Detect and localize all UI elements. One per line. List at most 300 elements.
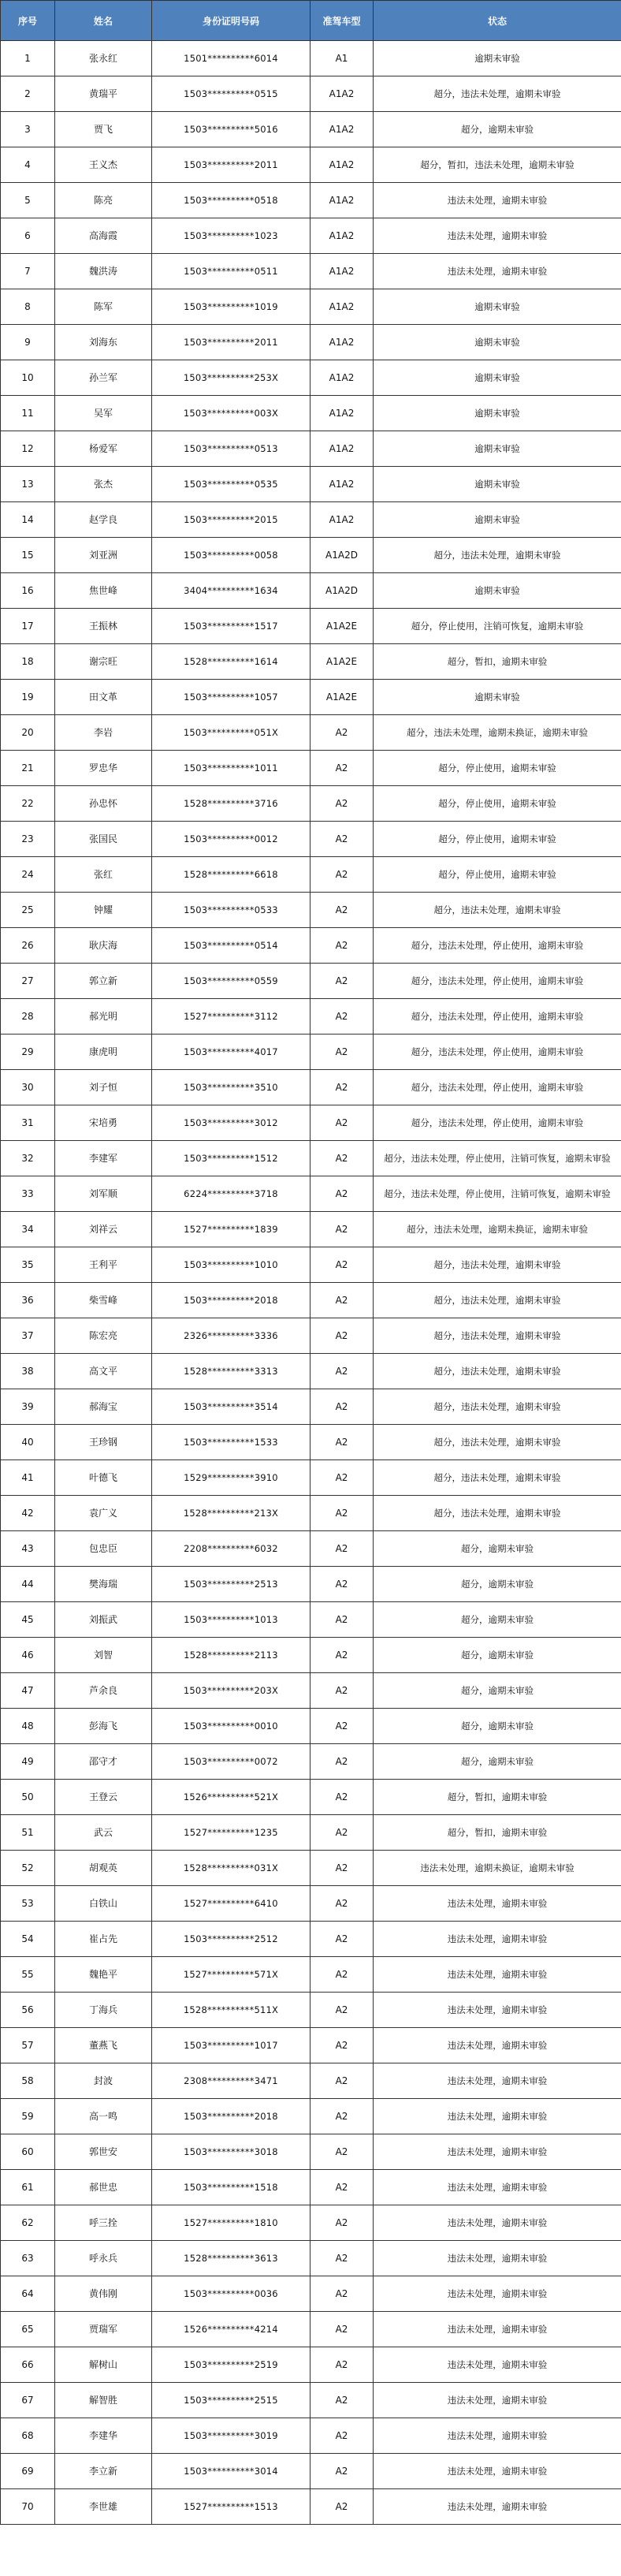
cell-name: 黄瑞平 [55,76,152,112]
cell-license-type: A1A2 [310,147,374,183]
cell-status: 违法未处理，逾期未审验 [374,2028,621,2063]
cell-name: 刘智 [55,1638,152,1673]
cell-license-type: A2 [310,999,374,1035]
table-row [1,1354,621,1389]
cell-id-number: 1528**********213X [152,1496,310,1531]
table-row [1,147,621,183]
cell-status: 违法未处理，逾期未审验 [374,2099,621,2134]
cell-status: 超分，暂扣，逾期未审验 [374,644,621,680]
cell-status: 违法未处理，逾期未审验 [374,2312,621,2347]
cell-seq: 53 [1,1886,55,1922]
cell-license-type: A1A2 [310,254,374,289]
table-row [1,2347,621,2383]
cell-seq: 14 [1,502,55,538]
cell-seq: 12 [1,431,55,467]
table-row [1,928,621,964]
cell-id-number: 1503**********3014 [152,2454,310,2489]
table-row [1,1744,621,1780]
cell-name: 耿庆海 [55,928,152,964]
cell-id-number: 2308**********3471 [152,2063,310,2099]
cell-license-type: A1A2D [310,538,374,573]
cell-license-type: A2 [310,2170,374,2205]
table-row [1,1531,621,1567]
cell-id-number: 1527**********1235 [152,1815,310,1851]
cell-seq: 61 [1,2170,55,2205]
table-row [1,680,621,715]
table-row [1,822,621,857]
cell-seq: 9 [1,325,55,360]
cell-name: 赵学良 [55,502,152,538]
cell-status: 逾期未审验 [374,41,621,76]
table-row [1,2170,621,2205]
cell-seq: 43 [1,1531,55,1567]
cell-id-number: 1503**********0535 [152,467,310,502]
cell-name: 刘振武 [55,1602,152,1638]
cell-seq: 30 [1,1070,55,1105]
cell-seq: 31 [1,1105,55,1141]
cell-status: 超分，违法未处理，逾期未审验 [374,893,621,928]
cell-license-type: A2 [310,857,374,893]
cell-name: 刘祥云 [55,1212,152,1247]
cell-id-number: 6224**********3718 [152,1176,310,1212]
cell-status: 超分，违法未处理，逾期未换证，逾期未审验 [374,715,621,751]
cell-seq: 52 [1,1851,55,1886]
cell-id-number: 1503**********003X [152,396,310,431]
cell-license-type: A2 [310,2276,374,2312]
cell-name: 王利平 [55,1247,152,1283]
cell-id-number: 1503**********0072 [152,1744,310,1780]
cell-license-type: A2 [310,2134,374,2170]
cell-status: 违法未处理，逾期未审验 [374,1922,621,1957]
cell-name: 董燕飞 [55,2028,152,2063]
cell-name: 杨爱军 [55,431,152,467]
cell-status: 超分，违法未处理，停止使用，注销可恢复，逾期未审验 [374,1141,621,1176]
cell-id-number: 1503**********253X [152,360,310,396]
cell-id-number: 1503**********0511 [152,254,310,289]
table-row [1,1886,621,1922]
cell-status: 违法未处理，逾期未审验 [374,2383,621,2418]
cell-name: 张永红 [55,41,152,76]
cell-status: 超分，逾期未审验 [374,1602,621,1638]
cell-seq: 62 [1,2205,55,2241]
cell-status: 超分，停止使用，注销可恢复，逾期未审验 [374,609,621,644]
cell-seq: 32 [1,1141,55,1176]
table-row [1,1283,621,1318]
cell-status: 违法未处理，逾期未审验 [374,254,621,289]
cell-status: 违法未处理，逾期未审验 [374,2276,621,2312]
cell-status: 超分，违法未处理，停止使用，逾期未审验 [374,1105,621,1141]
table-row [1,644,621,680]
cell-name: 陈军 [55,289,152,325]
cell-name: 李建华 [55,2418,152,2454]
cell-status: 逾期未审验 [374,396,621,431]
cell-name: 魏洪涛 [55,254,152,289]
cell-license-type: A2 [310,2099,374,2134]
cell-license-type: A2 [310,1815,374,1851]
cell-seq: 59 [1,2099,55,2134]
cell-status: 违法未处理，逾期未审验 [374,2418,621,2454]
cell-status: 超分，停止使用，逾期未审验 [374,786,621,822]
cell-id-number: 1503**********3018 [152,2134,310,2170]
table-row [1,1141,621,1176]
cell-seq: 69 [1,2454,55,2489]
cell-id-number: 1503**********1013 [152,1602,310,1638]
cell-name: 魏艳平 [55,1957,152,1993]
table-row [1,396,621,431]
cell-seq: 63 [1,2241,55,2276]
cell-id-number: 1529**********3910 [152,1460,310,1496]
cell-name: 罗忠华 [55,751,152,786]
cell-status: 超分，违法未处理，停止使用，注销可恢复，逾期未审验 [374,1176,621,1212]
table-row [1,609,621,644]
header-license-type: 准驾车型 [310,1,374,41]
cell-seq: 39 [1,1389,55,1425]
table-row [1,2099,621,2134]
cell-name: 郭世安 [55,2134,152,2170]
header-id-number: 身份证明号码 [152,1,310,41]
cell-name: 王珍钢 [55,1425,152,1460]
cell-status: 超分，违法未处理，逾期未审验 [374,1247,621,1283]
cell-seq: 23 [1,822,55,857]
table-row [1,2489,621,2525]
cell-name: 李世雄 [55,2489,152,2525]
cell-id-number: 1528**********6618 [152,857,310,893]
cell-name: 包忠臣 [55,1531,152,1567]
cell-id-number: 1527**********1810 [152,2205,310,2241]
cell-seq: 38 [1,1354,55,1389]
cell-name: 武云 [55,1815,152,1851]
cell-seq: 36 [1,1283,55,1318]
cell-status: 违法未处理，逾期未审验 [374,2134,621,2170]
cell-license-type: A2 [310,1035,374,1070]
header-status: 状态 [374,1,621,41]
table-row [1,1389,621,1425]
cell-id-number: 1528**********1614 [152,644,310,680]
table-row [1,1638,621,1673]
cell-license-type: A1A2 [310,360,374,396]
cell-id-number: 1528**********031X [152,1851,310,1886]
cell-name: 张杰 [55,467,152,502]
cell-status: 超分，逾期未审验 [374,112,621,147]
cell-license-type: A1A2 [310,183,374,218]
cell-license-type: A2 [310,786,374,822]
cell-status: 违法未处理，逾期未审验 [374,2454,621,2489]
table-row [1,573,621,609]
cell-id-number: 1503**********2519 [152,2347,310,2383]
cell-license-type: A2 [310,2418,374,2454]
cell-name: 孙忠怀 [55,786,152,822]
cell-license-type: A1A2 [310,396,374,431]
cell-id-number: 1503**********4017 [152,1035,310,1070]
cell-license-type: A1A2 [310,218,374,254]
cell-status: 违法未处理，逾期未审验 [374,2241,621,2276]
cell-seq: 40 [1,1425,55,1460]
cell-id-number: 1503**********3514 [152,1389,310,1425]
cell-id-number: 1526**********4214 [152,2312,310,2347]
cell-status: 逾期未审验 [374,573,621,609]
cell-id-number: 1528**********3716 [152,786,310,822]
cell-status: 逾期未审验 [374,289,621,325]
cell-license-type: A2 [310,822,374,857]
cell-status: 超分，逾期未审验 [374,1673,621,1709]
table-row [1,1602,621,1638]
cell-seq: 6 [1,218,55,254]
cell-license-type: A2 [310,1744,374,1780]
cell-status: 违法未处理，逾期未审验 [374,2347,621,2383]
table-row [1,360,621,396]
table-row [1,715,621,751]
cell-license-type: A2 [310,1141,374,1176]
cell-id-number: 1503**********5016 [152,112,310,147]
cell-license-type: A1A2E [310,609,374,644]
cell-id-number: 1527**********6410 [152,1886,310,1922]
cell-id-number: 1527**********571X [152,1957,310,1993]
cell-name: 彭海飞 [55,1709,152,1744]
cell-status: 超分，逾期未审验 [374,1531,621,1567]
cell-license-type: A1A2 [310,325,374,360]
cell-seq: 16 [1,573,55,609]
cell-name: 柴雪峰 [55,1283,152,1318]
cell-seq: 55 [1,1957,55,1993]
cell-id-number: 1503**********1010 [152,1247,310,1283]
cell-status: 超分，违法未处理，逾期未审验 [374,1354,621,1389]
table-row [1,1922,621,1957]
cell-license-type: A2 [310,1212,374,1247]
cell-status: 违法未处理，逾期未审验 [374,1993,621,2028]
cell-seq: 37 [1,1318,55,1354]
cell-seq: 3 [1,112,55,147]
cell-name: 张红 [55,857,152,893]
table-row [1,2063,621,2099]
table-row [1,786,621,822]
cell-seq: 1 [1,41,55,76]
cell-status: 超分，暂扣，逾期未审验 [374,1780,621,1815]
cell-id-number: 2326**********3336 [152,1318,310,1354]
cell-status: 超分，违法未处理，逾期未审验 [374,1283,621,1318]
cell-name: 呼三拴 [55,2205,152,2241]
cell-name: 封波 [55,2063,152,2099]
cell-license-type: A1A2 [310,76,374,112]
cell-seq: 26 [1,928,55,964]
cell-status: 超分，逾期未审验 [374,1638,621,1673]
cell-license-type: A2 [310,1070,374,1105]
cell-name: 田文革 [55,680,152,715]
cell-seq: 10 [1,360,55,396]
cell-name: 解智胜 [55,2383,152,2418]
table-row [1,183,621,218]
cell-status: 逾期未审验 [374,325,621,360]
cell-status: 超分，违法未处理，逾期未审验 [374,1318,621,1354]
cell-status: 超分，暂扣，违法未处理，逾期未审验 [374,147,621,183]
cell-id-number: 1528**********3613 [152,2241,310,2276]
cell-id-number: 1503**********0036 [152,2276,310,2312]
cell-id-number: 1503**********0514 [152,928,310,964]
table-row [1,1851,621,1886]
cell-name: 邵守才 [55,1744,152,1780]
cell-name: 贾瑞军 [55,2312,152,2347]
table-row [1,1460,621,1496]
cell-status: 违法未处理，逾期未换证，逾期未审验 [374,1851,621,1886]
cell-seq: 20 [1,715,55,751]
cell-id-number: 2208**********6032 [152,1531,310,1567]
cell-name: 王振林 [55,609,152,644]
cell-name: 焦世峰 [55,573,152,609]
table-row [1,112,621,147]
cell-name: 叶德飞 [55,1460,152,1496]
table-row [1,2028,621,2063]
table-row [1,751,621,786]
cell-license-type: A2 [310,1283,374,1318]
table-row [1,999,621,1035]
cell-name: 刘亚洲 [55,538,152,573]
cell-status: 违法未处理，逾期未审验 [374,2489,621,2525]
cell-id-number: 1503**********1023 [152,218,310,254]
cell-name: 李立新 [55,2454,152,2489]
cell-license-type: A2 [310,1105,374,1141]
cell-id-number: 1503**********1512 [152,1141,310,1176]
cell-license-type: A2 [310,2383,374,2418]
cell-seq: 70 [1,2489,55,2525]
cell-license-type: A2 [310,1247,374,1283]
cell-license-type: A2 [310,2489,374,2525]
cell-name: 丁海兵 [55,1993,152,2028]
cell-id-number: 1503**********1517 [152,609,310,644]
cell-status: 超分，违法未处理，停止使用，逾期未审验 [374,928,621,964]
cell-license-type: A2 [310,1886,374,1922]
cell-license-type: A2 [310,964,374,999]
cell-license-type: A2 [310,2347,374,2383]
cell-status: 逾期未审验 [374,467,621,502]
cell-status: 超分，逾期未审验 [374,1744,621,1780]
table-row [1,1673,621,1709]
table-row [1,1993,621,2028]
cell-seq: 58 [1,2063,55,2099]
cell-seq: 17 [1,609,55,644]
cell-seq: 33 [1,1176,55,1212]
cell-license-type: A2 [310,1602,374,1638]
cell-status: 超分，违法未处理，逾期未审验 [374,1389,621,1425]
cell-license-type: A1A2E [310,644,374,680]
cell-seq: 21 [1,751,55,786]
cell-seq: 66 [1,2347,55,2383]
cell-status: 超分，停止使用，逾期未审验 [374,751,621,786]
cell-seq: 22 [1,786,55,822]
cell-id-number: 1528**********2113 [152,1638,310,1673]
cell-seq: 18 [1,644,55,680]
table-row [1,1425,621,1460]
cell-id-number: 1501**********6014 [152,41,310,76]
cell-seq: 7 [1,254,55,289]
cell-id-number: 1503**********0515 [152,76,310,112]
cell-seq: 47 [1,1673,55,1709]
cell-name: 贾飞 [55,112,152,147]
cell-license-type: A2 [310,893,374,928]
cell-name: 王登云 [55,1780,152,1815]
cell-seq: 48 [1,1709,55,1744]
cell-seq: 25 [1,893,55,928]
cell-status: 超分，违法未处理，逾期未审验 [374,76,621,112]
cell-license-type: A2 [310,1176,374,1212]
table-row [1,893,621,928]
cell-status: 超分，逾期未审验 [374,1567,621,1602]
cell-license-type: A2 [310,1460,374,1496]
table-row [1,1105,621,1141]
cell-status: 超分，违法未处理，停止使用，逾期未审验 [374,999,621,1035]
cell-status: 逾期未审验 [374,431,621,467]
cell-license-type: A2 [310,1389,374,1425]
cell-status: 超分，违法未处理，逾期未审验 [374,538,621,573]
cell-status: 超分，违法未处理，逾期未换证，逾期未审验 [374,1212,621,1247]
cell-name: 陈宏亮 [55,1318,152,1354]
cell-license-type: A1A2 [310,467,374,502]
cell-name: 钟耀 [55,893,152,928]
cell-id-number: 1503**********2515 [152,2383,310,2418]
cell-license-type: A1A2 [310,502,374,538]
cell-id-number: 1503**********3510 [152,1070,310,1105]
cell-id-number: 1503**********2018 [152,1283,310,1318]
cell-license-type: A2 [310,1673,374,1709]
cell-status: 违法未处理，逾期未审验 [374,1957,621,1993]
header-row [1,1,621,41]
table-row [1,1496,621,1531]
cell-name: 郝光明 [55,999,152,1035]
cell-name: 高一鸣 [55,2099,152,2134]
cell-name: 康虎明 [55,1035,152,1070]
cell-seq: 60 [1,2134,55,2170]
cell-name: 高海霞 [55,218,152,254]
table-row [1,289,621,325]
cell-name: 李岩 [55,715,152,751]
cell-id-number: 1527**********1839 [152,1212,310,1247]
cell-id-number: 1503**********0518 [152,183,310,218]
cell-license-type: A2 [310,1780,374,1815]
cell-name: 刘海东 [55,325,152,360]
cell-license-type: A2 [310,1318,374,1354]
table-row [1,1709,621,1744]
cell-name: 胡观英 [55,1851,152,1886]
table-row [1,2205,621,2241]
cell-license-type: A2 [310,1531,374,1567]
cell-seq: 68 [1,2418,55,2454]
cell-license-type: A2 [310,1638,374,1673]
cell-license-type: A2 [310,1354,374,1389]
table-row [1,1247,621,1283]
table-row [1,2312,621,2347]
cell-id-number: 1503**********0513 [152,431,310,467]
cell-name: 袁广义 [55,1496,152,1531]
cell-name: 刘军顺 [55,1176,152,1212]
table-row [1,2454,621,2489]
cell-status: 超分，停止使用，逾期未审验 [374,857,621,893]
cell-name: 宋培勇 [55,1105,152,1141]
cell-seq: 19 [1,680,55,715]
cell-status: 超分，违法未处理，停止使用，逾期未审验 [374,1070,621,1105]
cell-id-number: 1527**********1513 [152,2489,310,2525]
table-row [1,467,621,502]
cell-status: 违法未处理，逾期未审验 [374,2170,621,2205]
cell-id-number: 1503**********0533 [152,893,310,928]
table-row [1,254,621,289]
cell-seq: 67 [1,2383,55,2418]
cell-id-number: 1503**********2512 [152,1922,310,1957]
cell-id-number: 1503**********3012 [152,1105,310,1141]
cell-license-type: A2 [310,1851,374,1886]
cell-name: 芦余良 [55,1673,152,1709]
cell-name: 郝世忠 [55,2170,152,2205]
cell-seq: 46 [1,1638,55,1673]
table-row [1,218,621,254]
cell-status: 违法未处理，逾期未审验 [374,2205,621,2241]
